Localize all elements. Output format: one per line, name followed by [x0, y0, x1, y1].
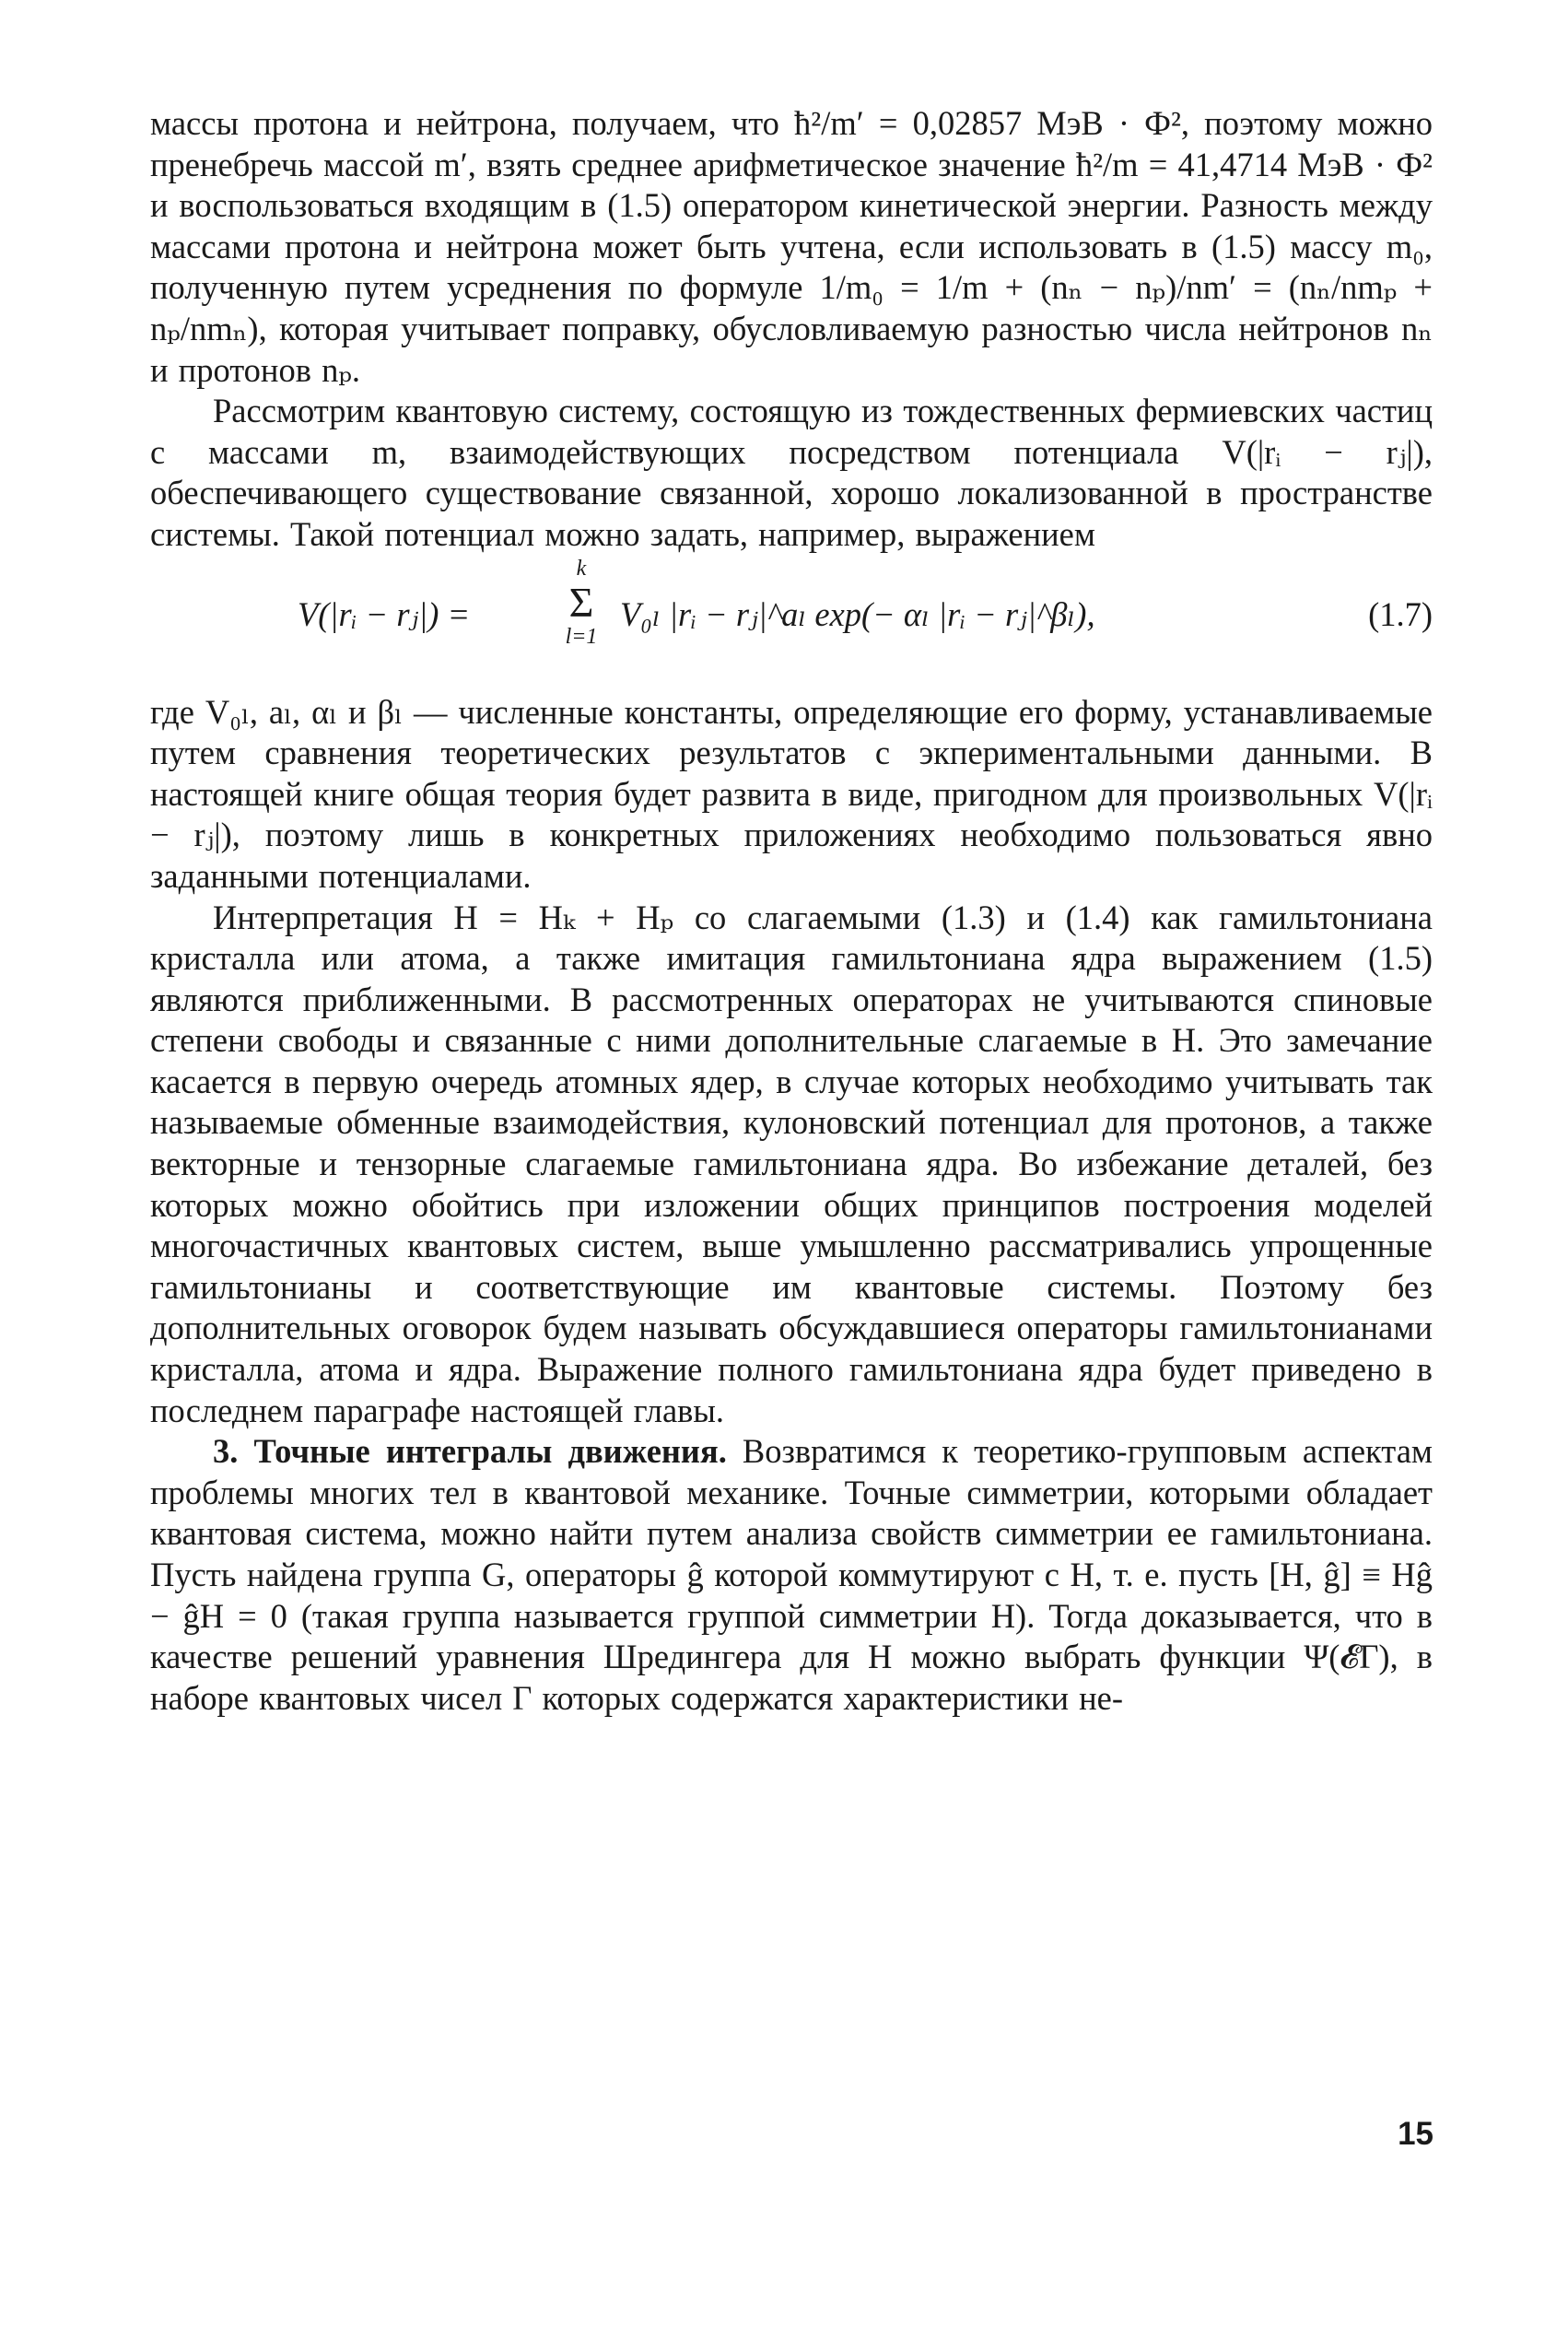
- summation-sign: [554, 556, 609, 650]
- paragraph-5-text: Возвратимся к теоретико-групповым аспектам проблемы многих тел в квантовой механике. Точные симметрии, которыми обладает квантовая система, можно найти путем анализа свойств симметрии ее гамильтониана. Пусть найдена группа G, операторы ĝ которой коммутируют с H, т. е. пусть [H, ĝ] ≡ Hĝ − ĝH = 0 (такая группа называется группой симметрии H). Тогда доказывается, что в качестве решений уравнения Шредингера для H можно выбрать функции Ψ(𝓔Γ), в наборе квантовых чисел Γ которых содержатся характеристики не-: [150, 1432, 1433, 1717]
- paragraph-5: [150, 1431, 1433, 1719]
- equation-lhs: V(|rᵢ − rⱼ|) =: [298, 594, 471, 633]
- paragraph-2: Рассмотрим квантовую систему, состоящую из тождественных фермиевских частиц с массами m, взаимодействующих посредством потенциала V(|rᵢ − rⱼ|), обеспечивающего существование связанной, хорошо локализованной в пространстве системы. Такой потенциал можно задать, например, выражением: [150, 392, 1433, 553]
- paragraph-4: Интерпретация H = Hₖ + Hₚ со слагаемыми (1.3) и (1.4) как гамильтониана кристалла или атома, а также имитация гамильтониана ядра выражением (1.5) являются приближенными. В рассмотренных операторах не учитываются спиновые степени свободы и связанные с ними дополнительные слагаемые в H. Это замечание касается в первую очередь атомных ядер, в случае которых необходимо учитывать так называемые обменные взаимодействия, кулоновский потенциал для протонов, а также векторные и тензорные слагаемые гамильтониана ядра. Во избежание деталей, без которых можно обойтись при изложении общих принципов построения моделей многочастичных квантовых систем, выше умышленно рассматривались упрощенные гамильтонианы и соответствующие им квантовые системы. Поэтому без дополнительных оговорок будем называть обсуждавшиеся операторы гамильтонианами кристалла, атома и ядра. Выражение полного гамильтониана ядра будет приведено в последнем параграфе настоящей главы.: [150, 898, 1433, 1429]
- summation-upper-limit: k: [576, 556, 587, 581]
- paragraph-1: массы протона и нейтрона, получаем, что ħ²/m′ = 0,02857 МэВ · Ф², поэтому можно пренебречь массой m′, взять среднее арифметическое значение ħ²/m = 41,4714 МэВ · Ф² и воспользоваться входящим в (1.5) оператором кинетической энергии. Разность между массами протона и нейтрона может быть учтена, если использовать в (1.5) массу m₀, полученную путем усреднения по формуле 1/m₀ = 1/m + (nₙ − nₚ)/nm′ = (nₙ/nmₚ + nₚ/nmₙ), которая учитывает поправку, обусловливаемую разностью числа нейтронов nₙ и протонов nₚ.: [150, 104, 1433, 389]
- equation-number: (1.7): [1368, 594, 1433, 633]
- page-number: 15: [1398, 2116, 1433, 2152]
- text-column: [150, 103, 1433, 1719]
- summation-lower-limit: l=1: [565, 624, 598, 649]
- sigma-symbol: Σ: [568, 578, 594, 626]
- section-heading: 3. Точные интегралы движения.: [213, 1432, 727, 1471]
- paragraph-3: где V₀ₗ, aₗ, αₗ и βₗ — численные константы, определяющие его форму, устанавливаемые путем сравнения теоретических результатов с экпериментальными данными. В настоящей книге общая теория будет развита в виде, пригодном для произвольных V(|rᵢ − rⱼ|), поэтому лишь в конкретных приложениях необходимо пользоваться явно заданными потенциалами.: [150, 692, 1433, 895]
- equation-rhs: V₀ₗ |rᵢ − rⱼ|^aₗ exp(− αₗ |rᵢ − rⱼ|^βₗ),: [620, 594, 1095, 633]
- equation-1-7: [150, 556, 1433, 692]
